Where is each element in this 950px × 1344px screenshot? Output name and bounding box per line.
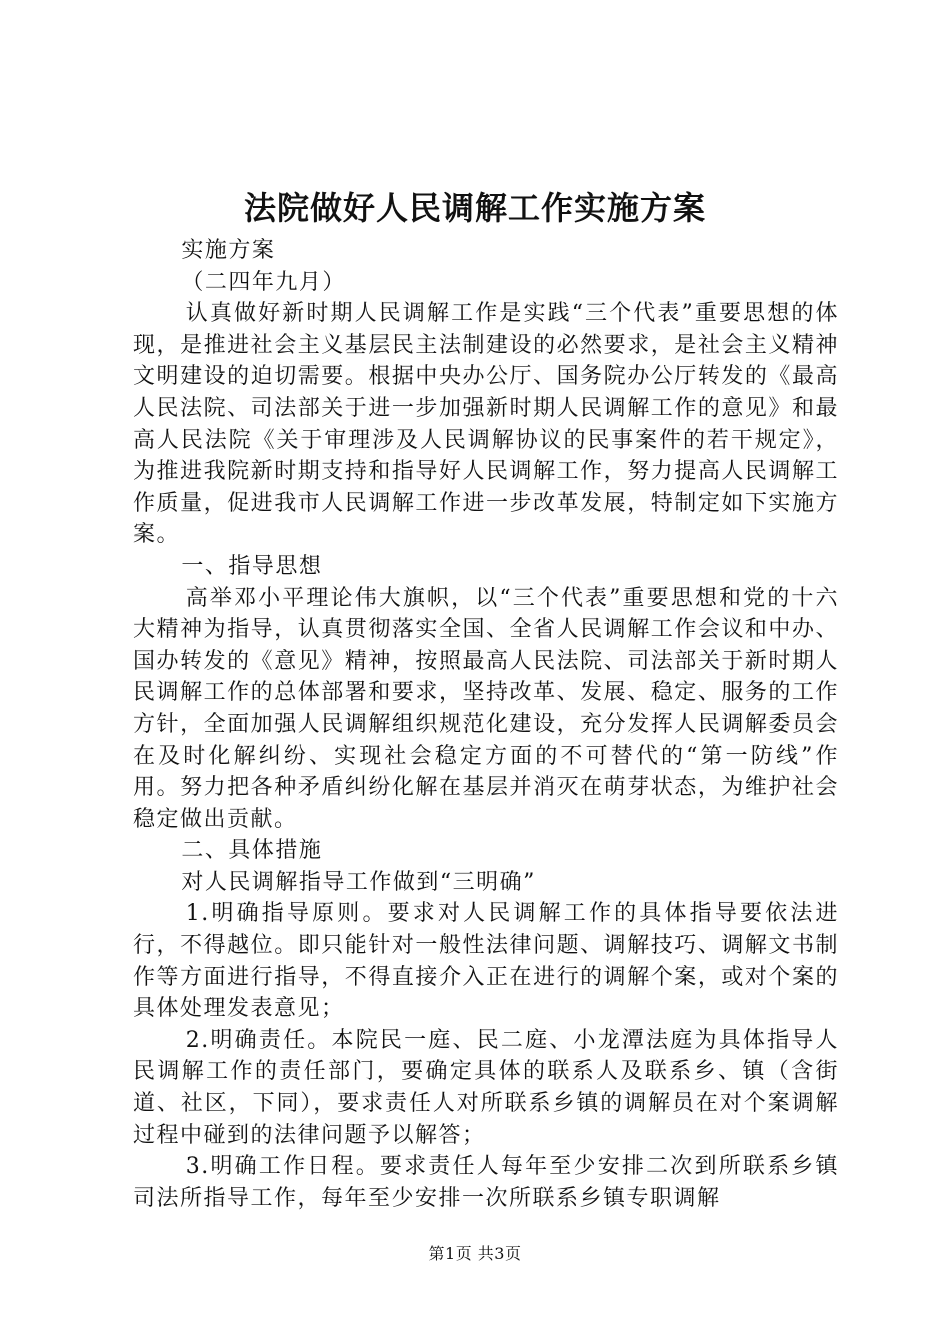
section-heading-measures: 二、具体措施	[181, 838, 323, 864]
document-body	[133, 235, 839, 1214]
paragraph-subtitle: 实施方案	[181, 238, 276, 263]
paragraph-three-clarities: 对人民调解指导工作做到“三明确”	[181, 869, 536, 895]
paragraph-intro: 认真做好新时期人民调解工作是实践“三个代表”重要思想的体现，是推进社会主义基层民主法制建设的必然要求，是社会主义精神文明建设的迫切需要。根据中央办公厅、国务院办公厅转发的《最高人民法院、司法部关于进一步加强新时期人民调解工作的意见》和最高人民法院《关于审理涉及人民调解协议的民事案件的若干规定》，为推进我院新时期支持和指导好人民调解工作，努力提高人民调解工作质量，促进我市人民调解工作进一步改革发展，特制定如下实施方案。	[133, 301, 839, 548]
paragraph-item-2: 2.明确责任。本院民一庭、民二庭、小龙潭法庭为具体指导人民调解工作的责任部门，要确定具体的联系人及联系乡、镇（含街道、社区，下同），要求责任人对所联系乡镇的调解员在对个案调解过程中碰到的法律问题予以解答；	[133, 1027, 839, 1148]
section-heading-guiding-thought: 一、指导思想	[181, 553, 323, 579]
page-number-footer: 第1页 共3页	[428, 1244, 522, 1263]
paragraph-item-3: 3.明确工作日程。要求责任人每年至少安排二次到所联系乡镇司法所指导工作，每年至少安排一次所联系乡镇专职调解	[133, 1154, 839, 1211]
paragraph-guiding-thought: 高举邓小平理论伟大旗帜，以“三个代表”重要思想和党的十六大精神为指导，认真贯彻落实全国、全省人民调解工作会议和中办、国办转发的《意见》精神，按照最高人民法院、司法部关于新时期人民调解工作的总体部署和要求，坚持改革、发展、稳定、服务的工作方针，全面加强人民调解组织规范化建设，充分发挥人民调解委员会在及时化解纠纷、实现社会稳定方面的不可替代的“第一防线”作用。努力把各种矛盾纠纷化解在基层并消灭在萌芽状态，为维护社会稳定做出贡献。	[133, 585, 839, 832]
paragraph-date: （二四年九月）	[181, 269, 346, 295]
paragraph-item-1: 1.明确指导原则。要求对人民调解工作的具体指导要依法进行，不得越位。即只能针对一般性法律问题、调解技巧、调解文书制作等方面进行指导，不得直接介入正在进行的调解个案，或对个案的具体处理发表意见；	[133, 901, 839, 1022]
document-title: 法院做好人民调解工作实施方案	[243, 189, 706, 227]
